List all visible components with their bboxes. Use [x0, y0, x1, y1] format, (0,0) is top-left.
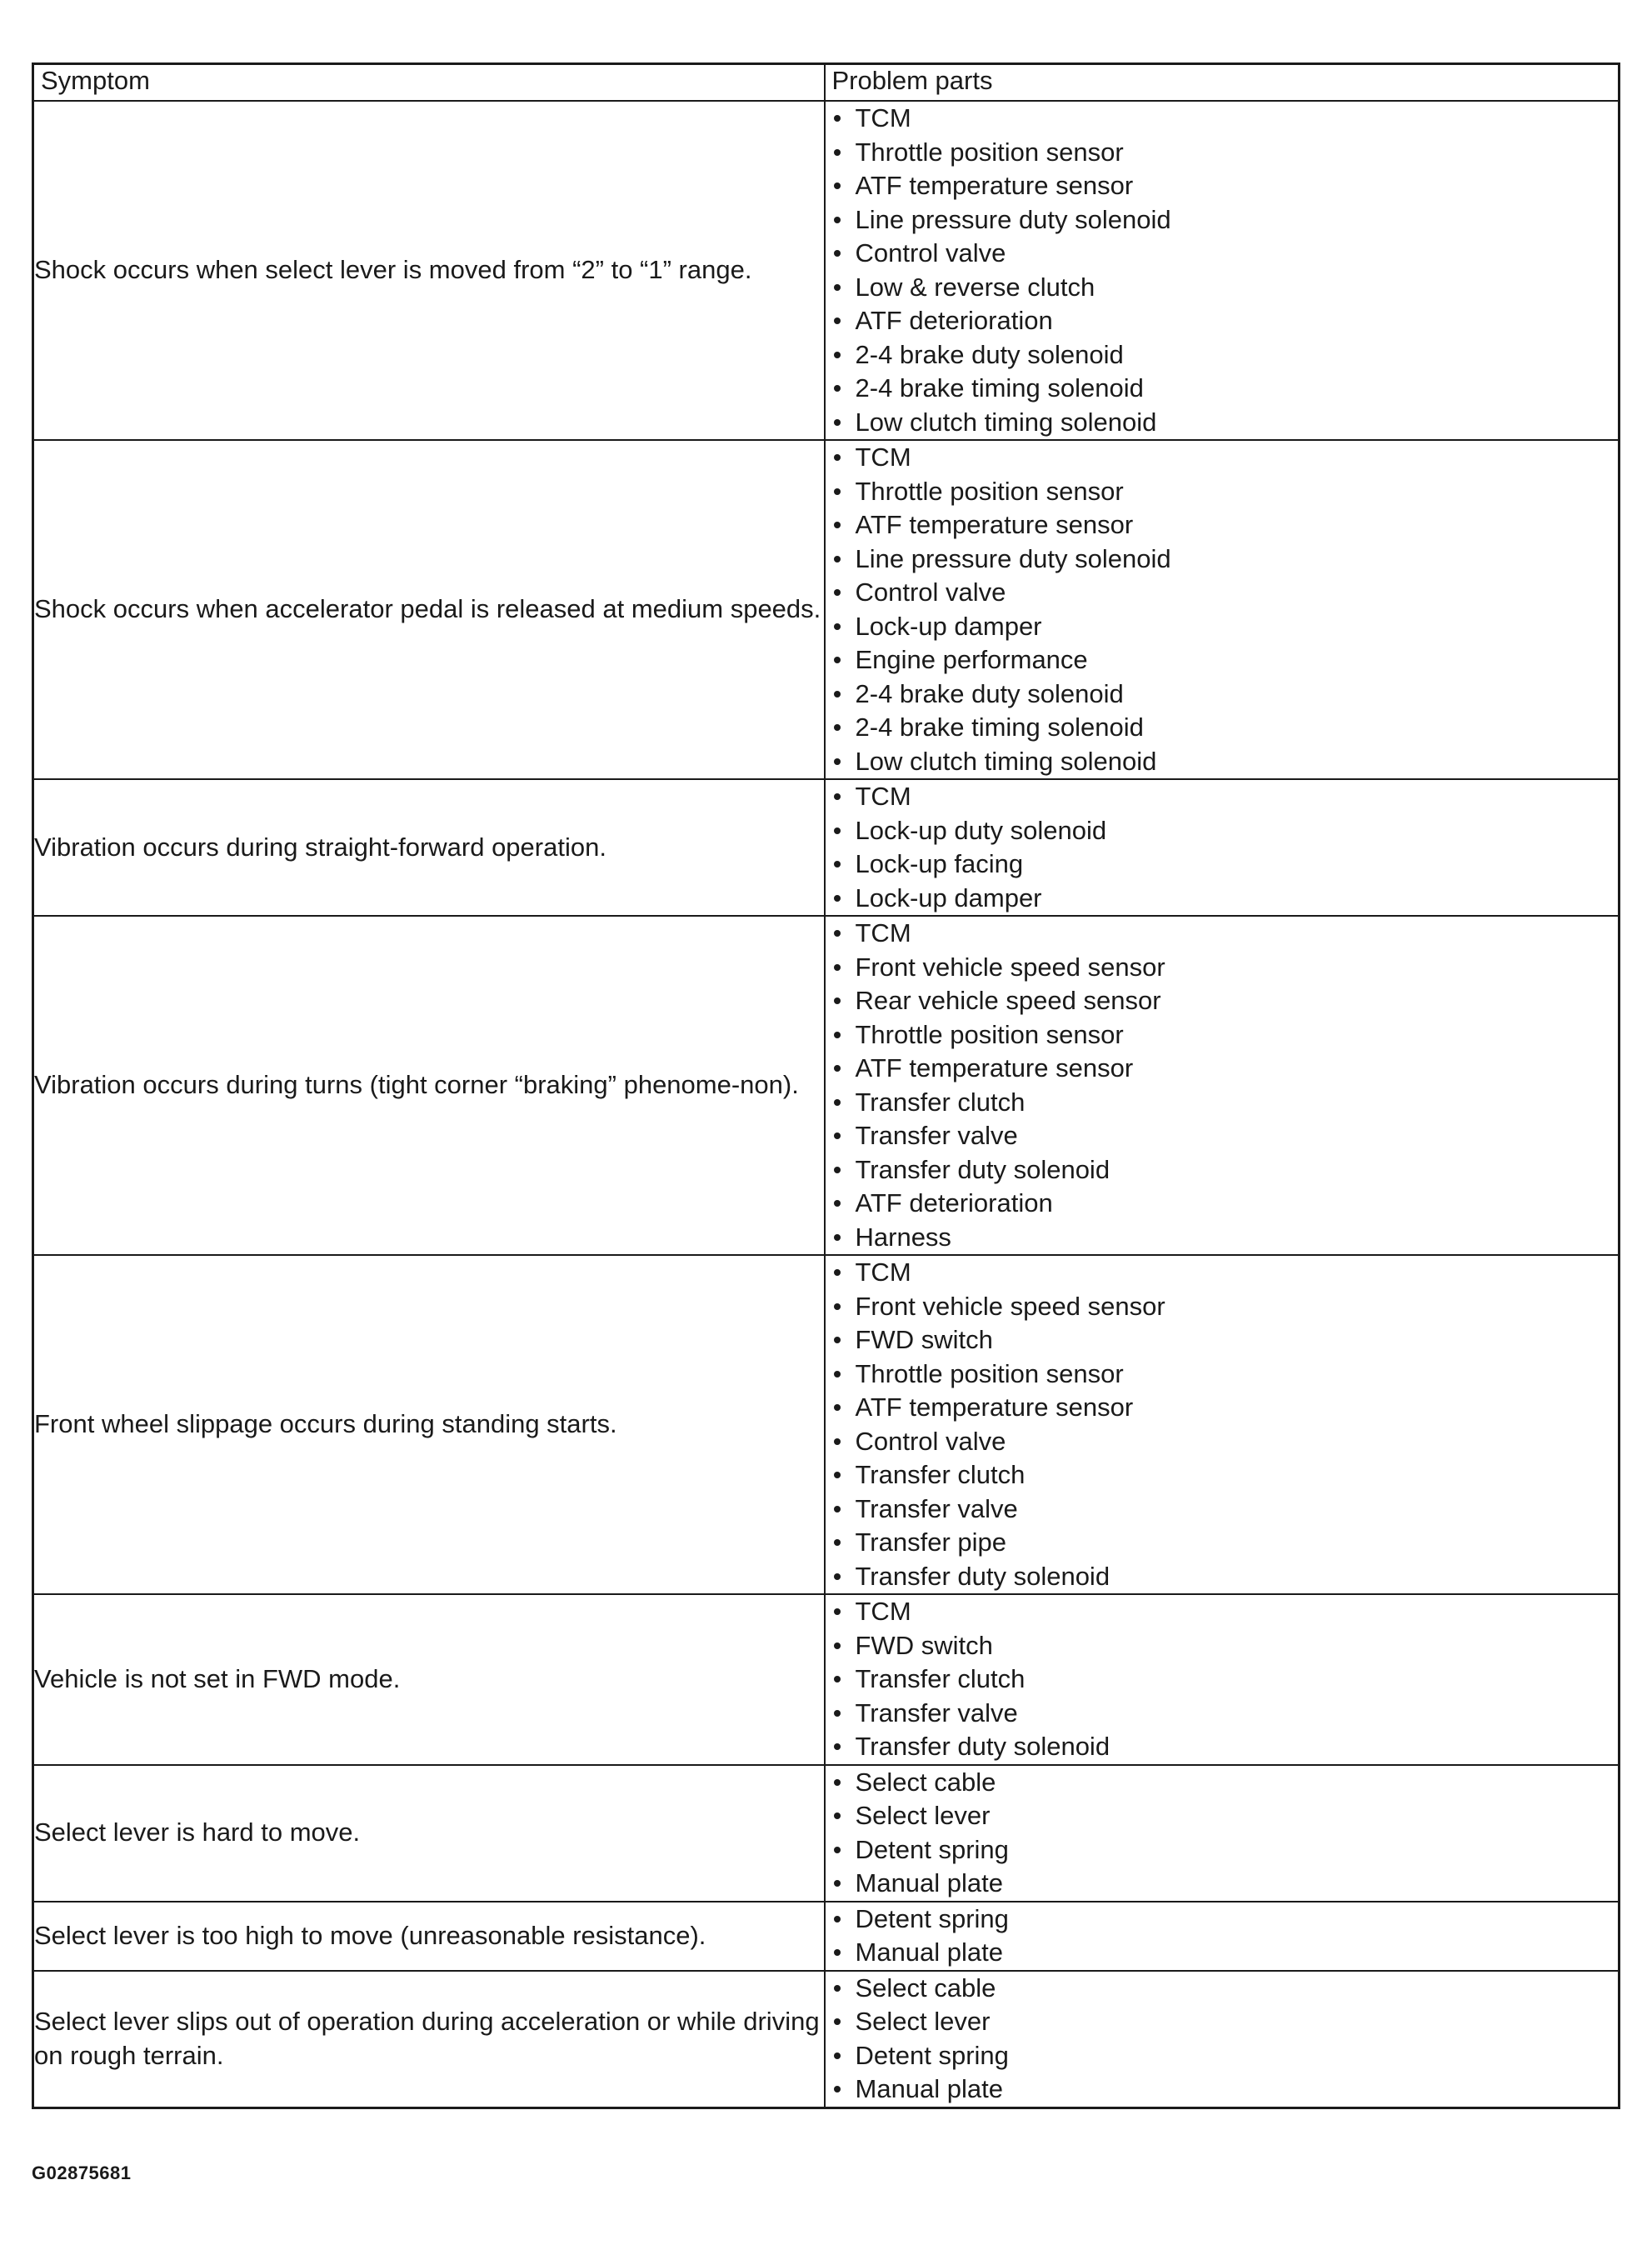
problem-part-item: Transfer valve	[826, 1119, 1619, 1153]
problem-part-item: Low clutch timing solenoid	[826, 406, 1619, 440]
problem-parts-list	[826, 917, 1619, 1254]
problem-parts-list	[826, 780, 1619, 915]
problem-part-item: TCM	[826, 1256, 1619, 1290]
symptom-cell: Vibration occurs during turns (tight corner “braking” phenome-non).	[33, 916, 825, 1255]
problem-parts-list	[826, 1595, 1619, 1764]
problem-part-item: Rear vehicle speed sensor	[826, 984, 1619, 1018]
problem-part-item: Throttle position sensor	[826, 475, 1619, 509]
problem-part-item: 2-4 brake duty solenoid	[826, 678, 1619, 712]
problem-part-item: Lock-up damper	[826, 610, 1619, 644]
problem-part-item: Low & reverse clutch	[826, 271, 1619, 305]
problem-part-item: Transfer valve	[826, 1697, 1619, 1731]
problem-parts-list	[826, 441, 1619, 778]
symptom-cell: Vibration occurs during straight-forward operation.	[33, 779, 825, 916]
problem-part-item: Transfer clutch	[826, 1662, 1619, 1697]
problem-parts-cell	[825, 1594, 1620, 1765]
problem-part-item: FWD switch	[826, 1629, 1619, 1663]
problem-part-item: Front vehicle speed sensor	[826, 1290, 1619, 1324]
table-row	[33, 779, 1620, 916]
problem-part-item: Transfer clutch	[826, 1458, 1619, 1492]
problem-part-item: ATF temperature sensor	[826, 1052, 1619, 1086]
problem-part-item: 2-4 brake timing solenoid	[826, 711, 1619, 745]
problem-part-item: Transfer duty solenoid	[826, 1730, 1619, 1764]
table-header-row	[33, 64, 1620, 102]
problem-part-item: Detent spring	[826, 1902, 1619, 1937]
problem-part-item: Throttle position sensor	[826, 1018, 1619, 1052]
problem-part-item: Line pressure duty solenoid	[826, 203, 1619, 238]
problem-part-item: Select cable	[826, 1766, 1619, 1800]
problem-part-item: ATF deterioration	[826, 1187, 1619, 1221]
problem-parts-cell	[825, 779, 1620, 916]
problem-part-item: Lock-up damper	[826, 882, 1619, 916]
problem-parts-cell	[825, 1255, 1620, 1594]
table-body	[33, 101, 1620, 2108]
problem-part-item: Select lever	[826, 2005, 1619, 2039]
problem-part-item: 2-4 brake timing solenoid	[826, 372, 1619, 406]
problem-parts-cell	[825, 1971, 1620, 2108]
problem-part-item: Transfer duty solenoid	[826, 1560, 1619, 1594]
problem-part-item: Detent spring	[826, 2039, 1619, 2073]
problem-parts-list	[826, 102, 1619, 439]
table-row	[33, 1594, 1620, 1765]
symptom-cell: Front wheel slippage occurs during standing starts.	[33, 1255, 825, 1594]
table-row	[33, 1765, 1620, 1902]
problem-part-item: TCM	[826, 102, 1619, 136]
problem-part-item: Engine performance	[826, 643, 1619, 678]
problem-part-item: TCM	[826, 917, 1619, 951]
problem-parts-column-header: Problem parts	[825, 64, 1620, 102]
problem-part-item: Manual plate	[826, 1867, 1619, 1901]
symptom-cell: Select lever slips out of operation during acceleration or while driving on rough terrain.	[33, 1971, 825, 2108]
table-row	[33, 1971, 1620, 2108]
table-row	[33, 1255, 1620, 1594]
problem-part-item: Control valve	[826, 237, 1619, 271]
problem-parts-list	[826, 1972, 1619, 2107]
problem-parts-cell	[825, 1902, 1620, 1971]
problem-part-item: Line pressure duty solenoid	[826, 542, 1619, 577]
problem-parts-list	[826, 1902, 1619, 1970]
problem-part-item: Low clutch timing solenoid	[826, 745, 1619, 779]
problem-part-item: Manual plate	[826, 1936, 1619, 1970]
problem-part-item: Throttle position sensor	[826, 1358, 1619, 1392]
problem-part-item: Transfer valve	[826, 1492, 1619, 1527]
problem-part-item: ATF temperature sensor	[826, 508, 1619, 542]
problem-parts-cell	[825, 440, 1620, 779]
problem-part-item: Transfer pipe	[826, 1526, 1619, 1560]
problem-part-item: Front vehicle speed sensor	[826, 951, 1619, 985]
problem-part-item: ATF temperature sensor	[826, 169, 1619, 203]
problem-parts-cell	[825, 916, 1620, 1255]
problem-part-item: Control valve	[826, 576, 1619, 610]
table-row	[33, 916, 1620, 1255]
problem-part-item: ATF deterioration	[826, 304, 1619, 338]
symptom-cell: Select lever is hard to move.	[33, 1765, 825, 1902]
symptom-cell: Shock occurs when select lever is moved from “2” to “1” range.	[33, 101, 825, 440]
problem-part-item: TCM	[826, 1595, 1619, 1629]
symptom-column-header: Symptom	[33, 64, 825, 102]
problem-part-item: Throttle position sensor	[826, 136, 1619, 170]
problem-part-item: TCM	[826, 441, 1619, 475]
problem-part-item: 2-4 brake duty solenoid	[826, 338, 1619, 372]
problem-parts-cell	[825, 1765, 1620, 1902]
symptom-cell: Select lever is too high to move (unreasonable resistance).	[33, 1902, 825, 1971]
problem-part-item: Harness	[826, 1221, 1619, 1255]
table-row	[33, 101, 1620, 440]
table-row	[33, 440, 1620, 779]
troubleshooting-table	[32, 62, 1620, 2109]
problem-part-item: FWD switch	[826, 1323, 1619, 1358]
problem-part-item: Transfer duty solenoid	[826, 1153, 1619, 1188]
problem-part-item: Transfer clutch	[826, 1086, 1619, 1120]
problem-parts-cell	[825, 101, 1620, 440]
figure-id: G02875681	[32, 2162, 132, 2183]
table-row	[33, 1902, 1620, 1971]
problem-part-item: Select cable	[826, 1972, 1619, 2006]
symptom-cell: Shock occurs when accelerator pedal is released at medium speeds.	[33, 440, 825, 779]
problem-part-item: TCM	[826, 780, 1619, 814]
problem-part-item: Lock-up facing	[826, 848, 1619, 882]
problem-part-item: Manual plate	[826, 2072, 1619, 2107]
problem-part-item: ATF temperature sensor	[826, 1391, 1619, 1425]
problem-part-item: Detent spring	[826, 1833, 1619, 1868]
symptom-cell: Vehicle is not set in FWD mode.	[33, 1594, 825, 1765]
problem-part-item: Control valve	[826, 1425, 1619, 1459]
problem-parts-list	[826, 1766, 1619, 1901]
problem-parts-list	[826, 1256, 1619, 1593]
problem-part-item: Select lever	[826, 1799, 1619, 1833]
problem-part-item: Lock-up duty solenoid	[826, 814, 1619, 848]
